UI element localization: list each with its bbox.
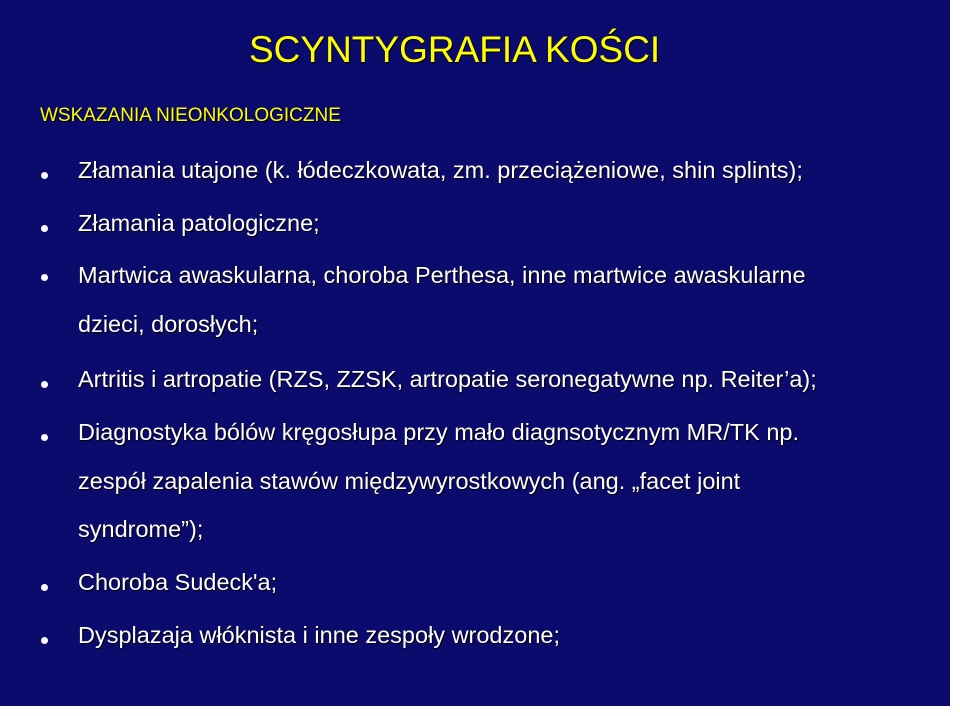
bullet-dot-icon [41,584,48,591]
bullet-text: Martwica awaskularna, choroba Perthesa, inne martwice awaskularne [78,262,806,288]
bullet-text: Złamania patologiczne; [78,210,320,236]
bullet-dot-icon [41,381,48,388]
bullet-text: Choroba Sudeck'a; [78,569,278,595]
bullet-text: Złamania utajone (k. łódeczkowata, zm. przeciążeniowe, shin splints); [78,157,803,183]
bullet-text: Artritis i artropatie (RZS, ZZSK, artropatie seronegatywne np. Reiter’a); [78,366,817,392]
bullet-text-continued: dzieci, dorosłych; [78,311,259,337]
bullet-dot-icon [41,637,48,644]
bullet-dot-icon [41,434,48,441]
bullet-dot-icon [41,274,48,281]
bullet-text-continued: zespół zapalenia stawów międzywyrostkowych (ang. „facet joint [78,468,741,494]
bullet-text: Dysplazaja włóknista i inne zespoły wrodzone; [78,622,560,648]
bullet-dot-icon [41,172,48,179]
slide-title: SCYNTYGRAFIA KOŚCI [249,29,661,70]
bullet-dot-icon [41,225,48,232]
bullet-text: Diagnostyka bólów kręgosłupa przy mało diagnsotycznym MR/TK np. [78,419,799,445]
slide-subtitle: WSKAZANIA NIEONKOLOGICZNE [40,105,341,126]
bullet-text-continued: syndrome”); [78,516,204,542]
